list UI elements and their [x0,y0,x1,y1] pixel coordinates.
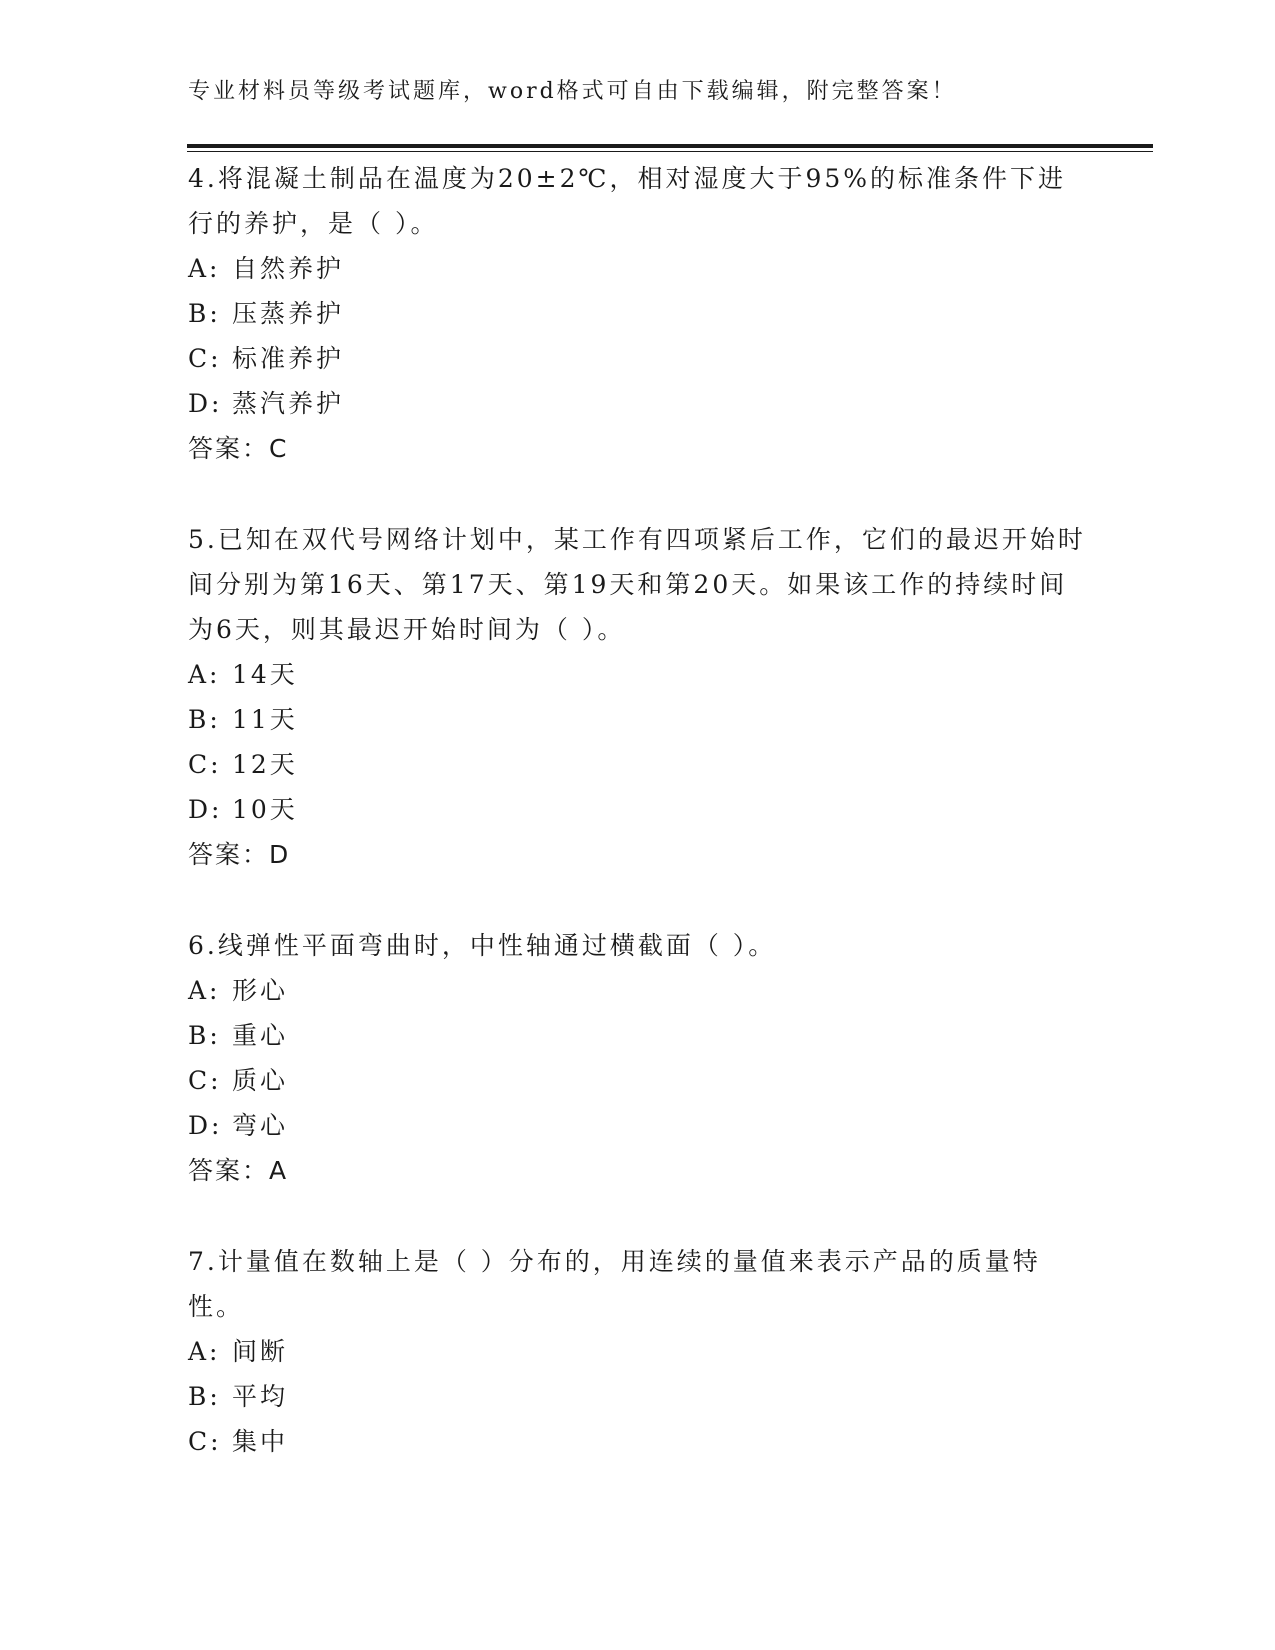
option-b [188,291,1088,336]
answer-line: 答案：C [188,434,289,463]
option-text: 11天 [232,705,298,734]
header-rule-thin [187,151,1153,152]
option-key: B: [188,1021,221,1050]
option-c [188,742,1088,787]
option-text: 质心 [232,1066,289,1095]
question-stem: 6.线弹性平面弯曲时，中性轴通过横截面（ ）。 [188,931,777,960]
option-a [188,968,1088,1013]
option-text: 10天 [232,795,298,824]
option-a [188,246,1088,291]
option-text: 自然养护 [232,254,345,283]
option-text: 12天 [232,750,298,779]
option-key: C: [188,344,222,373]
option-key: D: [188,795,223,824]
option-text: 蒸汽养护 [232,389,345,418]
option-key: B: [188,299,221,328]
question-spacer [188,1193,1088,1239]
option-key: C: [188,1427,222,1456]
option-a [188,652,1088,697]
answer-line: 答案：A [188,1156,289,1185]
option-key: A: [188,976,221,1005]
option-text: 间断 [232,1337,289,1366]
answer-line: 答案：D [188,840,291,869]
option-c [188,336,1088,381]
option-d [188,1103,1088,1148]
question-stem: 7.计量值在数轴上是（ ）分布的，用连续的量值来表示产品的质量特性。 [188,1247,1041,1321]
option-key: C: [188,750,222,779]
question-7 [188,1239,1088,1464]
option-key: B: [188,705,221,734]
option-text: 重心 [232,1021,289,1050]
option-b [188,1374,1088,1419]
option-text: 标准养护 [232,344,345,373]
option-text: 形心 [232,976,289,1005]
option-key: C: [188,1066,222,1095]
option-key: D: [188,1111,223,1140]
page-header: 专业材料员等级考试题库，word格式可自由下载编辑，附完整答案！ [188,79,957,104]
question-6 [188,923,1088,1193]
option-key: A: [188,254,221,283]
option-b [188,1013,1088,1058]
question-list [188,156,1088,1464]
question-spacer [188,877,1088,923]
option-text: 14天 [232,660,298,689]
question-4 [188,156,1088,471]
option-d [188,787,1088,832]
option-c [188,1058,1088,1103]
option-key: A: [188,1337,221,1366]
option-d [188,381,1088,426]
option-a [188,1329,1088,1374]
option-b [188,697,1088,742]
option-text: 压蒸养护 [232,299,345,328]
question-5 [188,517,1088,877]
option-key: D: [188,389,223,418]
option-text: 弯心 [232,1111,289,1140]
header-rule-thick [187,144,1153,148]
option-key: A: [188,660,221,689]
question-stem: 4.将混凝土制品在温度为20±2℃，相对湿度大于95%的标准条件下进行的养护，是（ ）。 [188,164,1067,238]
option-text: 集中 [232,1427,289,1456]
option-key: B: [188,1382,221,1411]
question-stem: 5.已知在双代号网络计划中，某工作有四项紧后工作，它们的最迟开始时间分别为第16天、第17天、第19天和第20天。如果该工作的持续时间为6天，则其最迟开始时间为（ ）。 [188,525,1086,644]
option-c [188,1419,1088,1464]
option-text: 平均 [232,1382,289,1411]
question-spacer [188,471,1088,517]
